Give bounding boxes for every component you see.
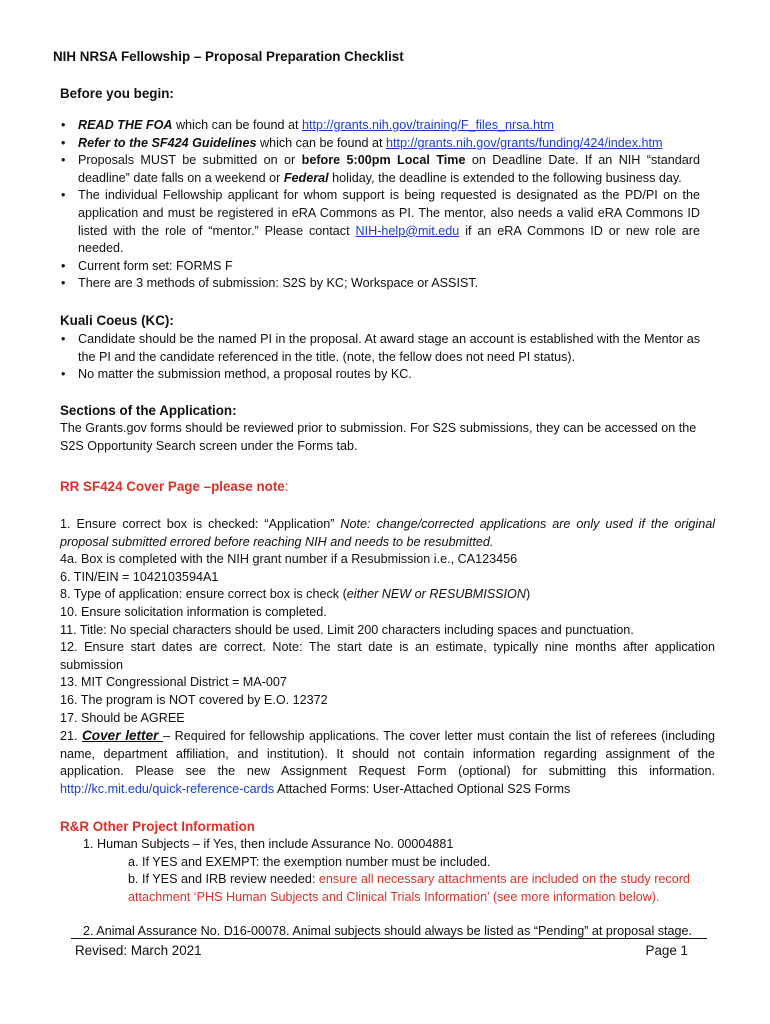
list-item	[60, 604, 715, 622]
kc-list	[60, 331, 700, 384]
item-text: which can be found at	[172, 118, 302, 132]
emphasis-text: either NEW or RESUBMISSION	[346, 587, 526, 602]
list-item	[60, 727, 715, 798]
item-text: holiday, the deadline is extended to the following business day.	[328, 170, 682, 185]
sections-heading: Sections of the Application:	[60, 403, 237, 418]
item-text: 1. Ensure correct box is checked: “Application”	[60, 517, 341, 531]
list-item	[60, 135, 700, 153]
nih-help-email-link[interactable]: NIH-help@mit.edu	[355, 223, 460, 238]
emphasis-text: Federal	[283, 170, 329, 185]
item-text: 13. MIT Congressional District = MA-007	[60, 675, 287, 690]
list-item	[60, 366, 700, 384]
item-text: The individual Fellowship applicant for whom support is being requested is designated as the PD/PI on the application and must be registered in eRA Commons as PI. The mentor, also needs a valid eRA Commons ID listed with the role of “mentor.” Please contact	[78, 188, 700, 238]
rr-heading-colon: :	[284, 479, 289, 494]
item-text: Attached Forms: User-Attached Optional S2S Forms	[274, 781, 571, 796]
item-text: – Required for fellowship applications. The cover letter must contain the list of referees (including name, department affiliation, and institution). It should not contain information regarding assignment of the application. Please see the new Assignment Request Form (optional) for submitting this information.	[60, 729, 716, 779]
item-text: 12. Ensure start dates are correct. Note: The start date is an estimate, typically nine months after application submission	[60, 640, 715, 672]
list-item	[60, 331, 700, 366]
item-text: b. If YES and IRB review needed:	[128, 872, 319, 887]
list-item	[60, 622, 715, 640]
revised-date: Revised: March 2021	[75, 943, 202, 958]
list-item	[60, 639, 715, 674]
item-text: which can be found at	[256, 135, 386, 150]
rr-heading	[60, 478, 289, 496]
item-text: Proposals MUST be submitted on or	[78, 153, 302, 168]
item-number: 21.	[60, 729, 82, 744]
list-item	[60, 275, 700, 293]
document-title: NIH NRSA Fellowship – Proposal Preparation Checklist	[53, 49, 404, 64]
rr-list	[60, 516, 715, 799]
item-text: There are 3 methods of submission: S2S by KC; Workspace or ASSIST.	[78, 276, 479, 291]
list-item	[60, 551, 715, 569]
item-text: 16. The program is NOT covered by E.O. 12372	[60, 692, 328, 707]
before-heading: Before you begin:	[60, 86, 174, 101]
emphasis-text: Refer to the SF424 Guidelines	[78, 135, 257, 150]
item-text: Current form set: FORMS F	[78, 258, 233, 273]
list-item	[60, 692, 715, 710]
rr-heading-text: RR SF424 Cover Page –please note	[60, 479, 285, 494]
footer-divider	[71, 938, 707, 939]
item-text: 17. Should be AGREE	[60, 710, 185, 725]
list-item	[60, 710, 715, 728]
rr-other-list	[83, 836, 703, 906]
list-item: a. If YES and EXEMPT: the exemption number must be included.	[128, 854, 491, 869]
item-text: No matter the submission method, a proposal routes by KC.	[78, 367, 412, 382]
kc-heading: Kuali Coeus (KC):	[60, 313, 174, 328]
page-number: Page 1	[645, 943, 688, 958]
item-text: if an eRA Commons ID or new role are needed.	[78, 223, 700, 256]
list-item	[60, 674, 715, 692]
list-item	[60, 117, 700, 135]
warning-text: ensure all necessary attachments are included on the study record attachment ‘PHS Human Subjects and Clinical Trials Information’ (see more information below).	[128, 872, 690, 904]
emphasis-text: before 5:00pm Local Time	[301, 153, 466, 168]
foa-link[interactable]: http://grants.nih.gov/training/F_files_nrsa.htm	[301, 118, 554, 132]
rr-other-heading: R&R Other Project Information	[60, 819, 255, 834]
list-item	[60, 152, 700, 187]
kc-quick-reference-link[interactable]: http://kc.mit.edu/quick-reference-cards	[60, 781, 275, 796]
list-item	[60, 258, 700, 276]
sf424-link[interactable]: http://grants.nih.gov/grants/funding/424/index.htm	[386, 135, 663, 150]
cover-letter-label: Cover letter	[81, 728, 164, 744]
item-text: 11. Title: No special characters should be used. Limit 200 characters including spaces and punctuation.	[60, 622, 634, 637]
item-text: 8. Type of application: ensure correct box is check (	[60, 587, 347, 602]
item-text: 6. TIN/EIN = 1042103594A1	[60, 569, 219, 584]
item-text: 4a. Box is completed with the NIH grant number if a Resubmission i.e., CA123456	[60, 552, 518, 567]
list-item: 2. Animal Assurance No. D16-00078. Animal subjects should always be listed as “Pending” at proposal stage.	[83, 924, 693, 938]
emphasis-text: READ THE FOA	[78, 118, 173, 132]
note-text: Note: change/corrected applications are only used if the original proposal submitted errored before reaching NIH and needs to be resubmitted.	[60, 517, 716, 549]
item-text: 10. Ensure solicitation information is completed.	[60, 604, 327, 619]
item-text: )	[525, 587, 531, 602]
list-item	[83, 871, 703, 906]
list-item	[60, 187, 700, 257]
list-item	[60, 516, 715, 551]
sections-text: The Grants.gov forms should be reviewed prior to submission. For S2S submissions, they can be accessed on the S2S Opportunity Search screen under the Forms tab.	[60, 421, 697, 453]
list-item	[60, 586, 715, 604]
list-item: 1. Human Subjects – if Yes, then include Assurance No. 00004881	[83, 837, 454, 851]
before-list	[60, 117, 700, 293]
list-item	[60, 569, 715, 587]
item-text: Candidate should be the named PI in the proposal. At award stage an account is established with the Mentor as the PI and the candidate referenced in the title. (note, the fellow does not need PI status).	[78, 332, 700, 364]
item-text: on Deadline Date. If an NIH “standard deadline” date falls on a weekend or	[78, 153, 700, 185]
